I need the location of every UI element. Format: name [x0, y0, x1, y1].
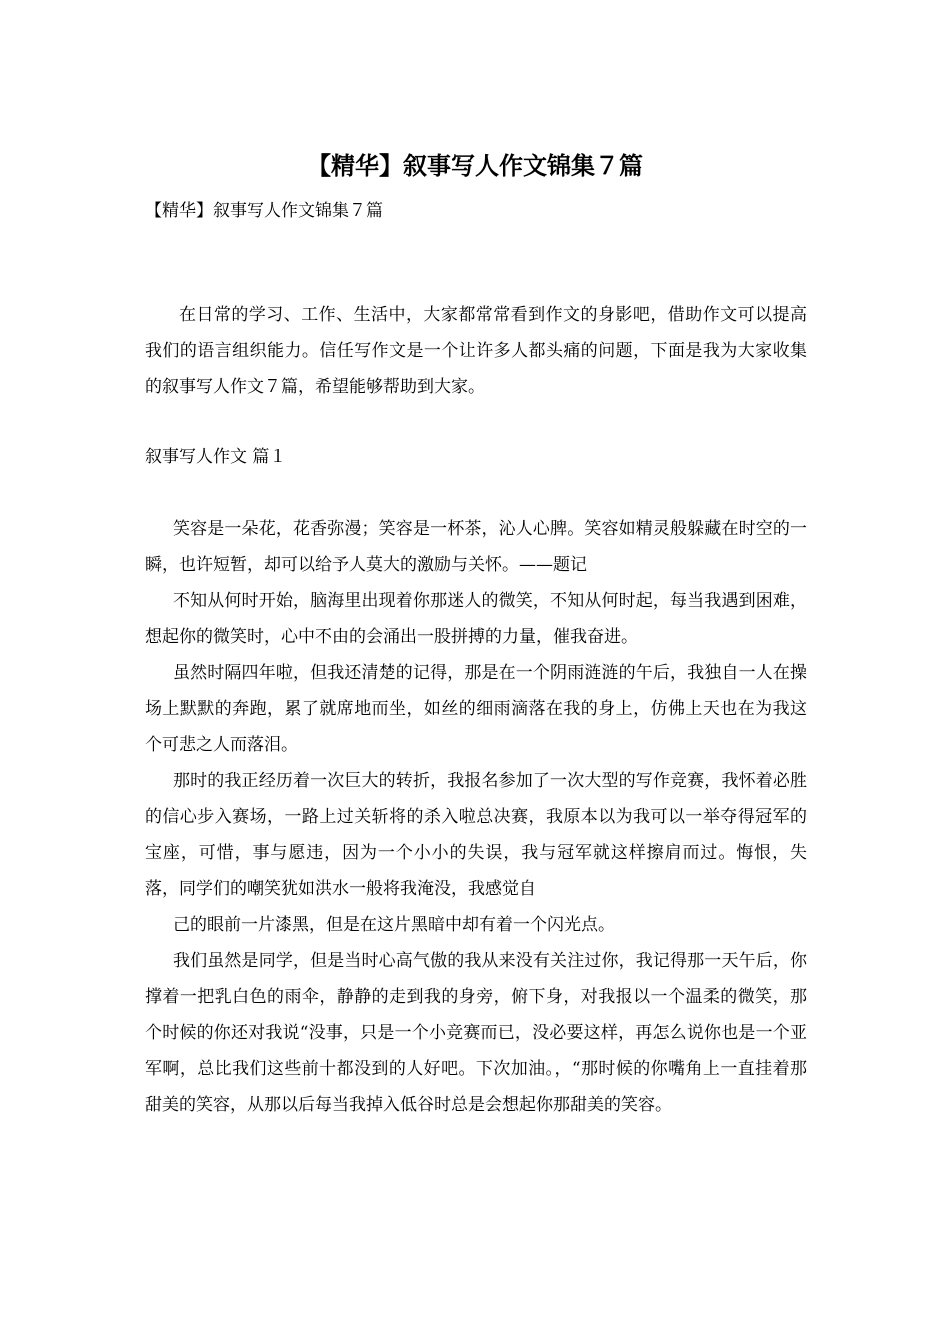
body-paragraph: 不知从何时开始，脑海里出现着你那迷人的微笑，不知从何时起，每当我遇到困难，想起你的微笑时，心中不由的会涌出一股拼搏的力量，催我奋进。: [145, 591, 807, 647]
section-heading: 叙事写人作文 篇１: [145, 447, 287, 467]
body-paragraph: 我们虽然是同学，但是当时心高气傲的我从来没有关注过你，我记得那一天午后，你撑着一把乳白色的雨伞，静静的走到我的身旁，俯下身，对我报以一个温柔的微笑，那个时候的你还对我说“没事，只是一个小竞赛而已，没必要这样，再怎么说你也是一个亚军啊，总比我们这些前十都没到的人好吧。下次加油。，“那时候的你嘴角上一直挂着那甜美的笑容，从那以后每当我掉入低谷时总是会想起你那甜美的笑容。: [145, 951, 807, 1115]
body-paragraph: 笑容是一朵花，花香弥漫；笑容是一杯茶，沁人心脾。笑容如精灵般躲藏在时空的一瞬，也许短暂，却可以给予人莫大的激励与关怀。——题记: [145, 519, 807, 575]
body-paragraph: 那时的我正经历着一次巨大的转折，我报名参加了一次大型的写作竞赛，我怀着必胜的信心步入赛场，一路上过关斩将的杀入啦总决赛，我原本以为我可以一举夺得冠军的宝座，可惜，事与愿违，因为一个小小的失误，我与冠军就这样擦肩而过。悔恨，失落，同学们的嘲笑犹如洪水一般将我淹没，我感觉自: [145, 771, 807, 899]
document-subtitle: 【精华】叙事写人作文锦集７篇: [145, 201, 383, 221]
body-paragraph-continuation: 己的眼前一片漆黑，但是在这片黑暗中却有着一个闪光点。: [173, 915, 615, 935]
body-paragraph: 虽然时隔四年啦，但我还清楚的记得，那是在一个阴雨涟涟的午后，我独自一人在操场上默默的奔跑，累了就席地而坐，如丝的细雨滴落在我的身上，仿佛上天也在为我这个可悲之人而落泪。: [145, 663, 807, 755]
intro-paragraph: 在日常的学习、工作、生活中，大家都常常看到作文的身影吧，借助作文可以提高我们的语言组织能力。信任写作文是一个让许多人都头痛的问题，下面是我为大家收集的叙事写人作文７篇，希望能够帮助到大家。: [145, 305, 807, 397]
document-title: 【精华】叙事写人作文锦集７篇: [307, 151, 643, 180]
